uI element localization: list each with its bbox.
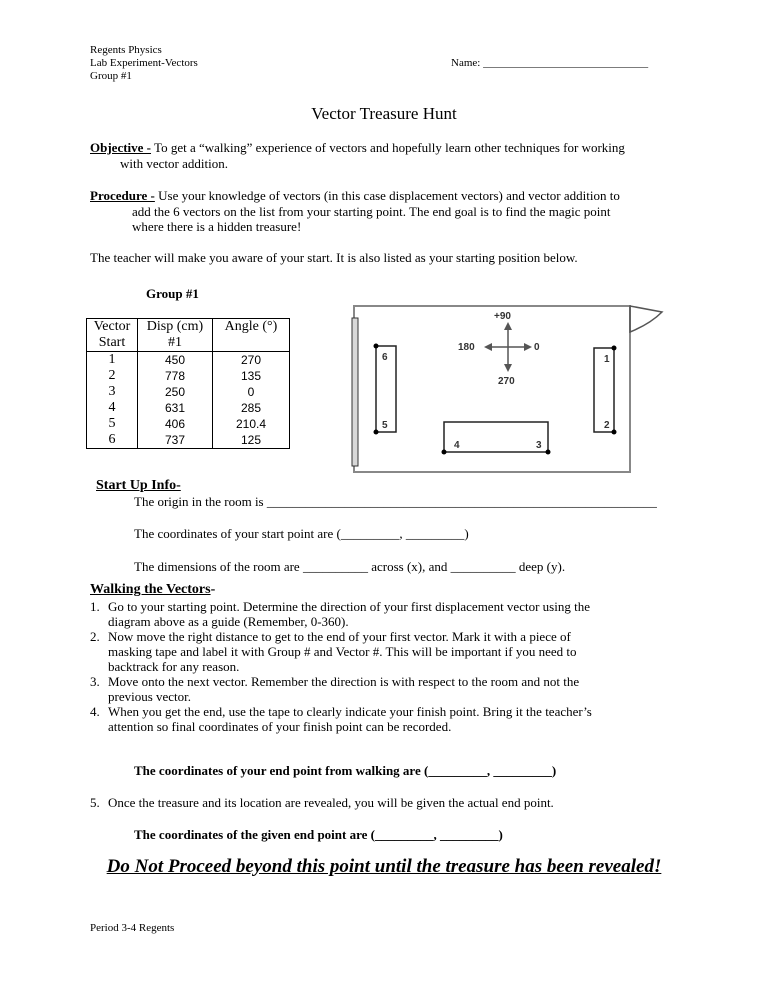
corner-dot — [612, 346, 617, 351]
disp-cell: 250 — [164, 385, 186, 399]
step-5-text: Once the treasure and its location are revealed, you will be given the actual end point. — [108, 795, 554, 810]
objective-label: Objective - — [90, 140, 152, 155]
compass-label-270: 270 — [498, 376, 515, 387]
vector-cell: 6 — [108, 432, 116, 447]
step-2-line3: backtrack for any reason. — [108, 659, 240, 674]
header-angle-text: Angle (°) — [224, 319, 278, 334]
door-icon — [630, 306, 662, 332]
header-disp — [138, 319, 213, 352]
compass-label-180: 180 — [458, 342, 475, 353]
procedure-line3: where there is a hidden treasure! — [132, 219, 302, 234]
disp-cell: 778 — [164, 369, 186, 383]
step-4-line2: attention so final coordinates of your finish point can be recorded. — [108, 719, 452, 734]
step-3-line2: previous vector. — [108, 689, 192, 704]
procedure-line1 — [90, 188, 620, 204]
lab-label: Lab Experiment-Vectors — [90, 57, 198, 69]
objective-line1 — [90, 140, 625, 156]
step-1-line1: Go to your starting point. Determine the direction of your first displacement vector using the — [108, 599, 590, 614]
corner-label-4: 4 — [454, 440, 460, 451]
compass-label-0: 0 — [534, 342, 540, 353]
angle-cell: 210.4 — [235, 417, 267, 431]
angle-cell: 0 — [247, 385, 255, 399]
room-diagram — [346, 302, 668, 478]
procedure-line2: add the 6 vectors on the list from your starting point. The end goal is to find the magic point — [132, 204, 611, 219]
header-vector-line1: Vector — [93, 319, 131, 334]
step-2-line1: Now move the right distance to get to the end of your first vector. Mark it with a piece of — [108, 629, 571, 644]
walking-heading-line — [90, 582, 215, 598]
procedure-label: Procedure - — [90, 188, 155, 203]
end-walk-line[interactable]: The coordinates of your end point from walking are (_________, _________) — [134, 763, 557, 778]
course-label: Regents Physics — [90, 44, 162, 56]
page-title: Vector Treasure Hunt — [311, 104, 457, 123]
angle-cell: 270 — [240, 353, 262, 367]
board-wall — [352, 318, 358, 466]
disp-cell: 631 — [164, 401, 186, 415]
teacher-note: The teacher will make you aware of your start. It is also listed as your starting position below. — [90, 250, 578, 265]
corner-dot — [374, 344, 379, 349]
step-2-line2: masking tape and label it with Group # and Vector #. This will be important if you need to — [108, 644, 577, 659]
vector-cell: 3 — [108, 384, 116, 399]
corner-dot — [442, 450, 447, 455]
objective-line2: with vector addition. — [120, 156, 228, 171]
disp-cell: 450 — [164, 353, 186, 367]
disp-cell: 737 — [164, 433, 186, 447]
step-4-line1: When you get the end, use the tape to clearly indicate your finish point. Bring it the teacher’s — [108, 704, 592, 719]
group-label: Group #1 — [90, 70, 132, 82]
corner-dot — [612, 430, 617, 435]
walking-dash: - — [210, 582, 216, 597]
disp-column — [138, 352, 213, 449]
origin-line[interactable]: The origin in the room is ____________________________________________________________ — [134, 494, 657, 509]
end-given-line[interactable]: The coordinates of the given end point are (_________, _________) — [134, 827, 503, 842]
room-dimensions-line[interactable]: The dimensions of the room are __________ across (x), and __________ deep (y). — [134, 559, 566, 574]
vector-column — [87, 352, 138, 449]
vector-cell: 5 — [108, 416, 116, 431]
vector-table — [86, 318, 290, 449]
group-heading: Group #1 — [146, 286, 199, 301]
compass-label-90: +90 — [494, 311, 511, 322]
table-header-row — [87, 319, 290, 352]
name-field[interactable]: Name: ______________________________ — [451, 57, 649, 69]
vector-cell: 1 — [108, 352, 116, 367]
startup-heading: Start Up Info- — [96, 478, 181, 493]
corner-dot — [374, 430, 379, 435]
header-disp-line2: #1 — [168, 335, 182, 350]
corner-label-2: 2 — [604, 420, 610, 431]
disp-cell: 406 — [164, 417, 186, 431]
warning-text: Do Not Proceed beyond this point until the treasure has been revealed! — [106, 856, 662, 877]
step-1-line2: diagram above as a guide (Remember, 0-360). — [108, 614, 349, 629]
angle-cell: 125 — [240, 433, 262, 447]
angle-cell: 135 — [240, 369, 262, 383]
vector-cell: 4 — [108, 400, 116, 415]
table-data — [87, 352, 290, 449]
header-angle — [213, 319, 290, 352]
walking-heading: Walking the Vectors — [90, 582, 211, 597]
procedure-text: Use your knowledge of vectors (in this case displacement vectors) and vector addition to — [154, 188, 620, 203]
angle-cell: 285 — [240, 401, 262, 415]
corner-label-6: 6 — [382, 352, 388, 363]
header-vector-line2: Start — [98, 335, 126, 350]
start-coords-line[interactable]: The coordinates of your start point are (_________, _________) — [134, 526, 469, 541]
corner-label-1: 1 — [604, 354, 610, 365]
step-5: 5. Once the treasure and its location are revealed, you will be given the actual end point. — [90, 795, 554, 810]
objective-text: To get a “walking” experience of vectors and hopefully learn other techniques for working — [151, 140, 625, 155]
vector-cell: 2 — [108, 368, 116, 383]
corner-label-3: 3 — [536, 440, 542, 451]
header-vector — [87, 319, 138, 352]
angle-column — [213, 352, 290, 449]
footer-label: Period 3-4 Regents — [90, 922, 175, 934]
corner-dot — [546, 450, 551, 455]
corner-label-5: 5 — [382, 420, 388, 431]
header-disp-line1: Disp (cm) — [146, 319, 204, 334]
steps-list: 1. Go to your starting point. Determine the direction of your first displacement vector using the diagram above as a guide (Remember, 0-360). 2. Now move the right distance to get to the end of your first vector. Mark it with a piece of masking tape and label it with Group # and Vector #. This will be important if you need to backtrack for any reason. 3. Move onto the next vector. Remember the direction is with respect to the room and not the previous vector. 4. When you get the end, use the tape to clearly indicate your finish point. Bring it the teacher’s attention so final coordinates of your finish point can be recorded. — [90, 599, 592, 734]
step-3-line1: Move onto the next vector. Remember the direction is with respect to the room and not the — [108, 674, 580, 689]
